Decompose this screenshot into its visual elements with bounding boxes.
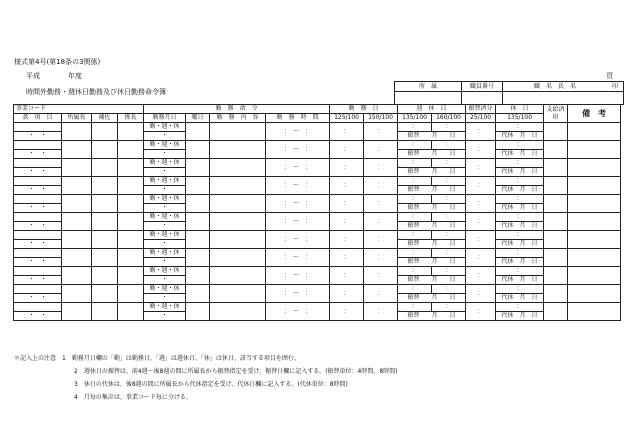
dept-head-seal-cell[interactable] (62, 267, 92, 285)
transfer-date-cell[interactable]: 振替 月 日 (398, 168, 466, 177)
hours-125-cell[interactable]: ： (330, 195, 364, 213)
info-seal-header: 印 (607, 82, 624, 92)
work-type-mark[interactable]: 勤・週・休 (144, 213, 186, 222)
budget-cell-bottom[interactable]: ・ ・ (14, 150, 62, 159)
weekday-cell[interactable] (186, 195, 210, 213)
note-4: 4 月毎の集計は、事業コード毎に分ける。 (74, 394, 192, 401)
hours-160-cell[interactable]: ： (432, 123, 466, 132)
table-row (14, 285, 621, 294)
budget-cell-top[interactable] (14, 285, 62, 294)
work-content-cell[interactable] (210, 213, 266, 231)
hours-125-cell[interactable]: ： (330, 177, 364, 195)
work-order-table (13, 104, 621, 321)
remarks-cell[interactable] (568, 303, 621, 321)
info-department-cell[interactable] (395, 92, 462, 105)
weekday-cell[interactable] (186, 159, 210, 177)
remarks-cell[interactable] (568, 267, 621, 285)
hours-135a-cell[interactable]: ： (398, 285, 432, 294)
work-date-cell[interactable]: ・ (144, 186, 186, 195)
budget-cell-bottom[interactable]: ・ ・ (14, 276, 62, 285)
dept-head-seal-cell[interactable] (62, 195, 92, 213)
hours-125-cell[interactable]: ： (330, 267, 364, 285)
hours-135b-cell[interactable]: ： (496, 159, 544, 168)
col-weekday: 曜日 (186, 114, 210, 123)
paid-seal-cell[interactable] (544, 141, 568, 159)
work-content-cell[interactable] (210, 177, 266, 195)
dept-head-seal-cell[interactable] (62, 177, 92, 195)
hours-135b-cell[interactable]: ： (496, 123, 544, 132)
work-date-cell[interactable]: ・ (144, 168, 186, 177)
work-type-mark[interactable]: 勤・週・休 (144, 123, 186, 132)
paid-seal-cell[interactable] (544, 159, 568, 177)
dept-head-seal-cell[interactable] (62, 285, 92, 303)
page-label: 頁 (606, 72, 613, 80)
assistant-seal-cell[interactable] (92, 213, 118, 231)
weekday-cell[interactable] (186, 177, 210, 195)
chief-seal-cell[interactable] (118, 285, 144, 303)
info-employee-number-cell[interactable] (462, 92, 503, 105)
note-1: ＊記入上の注意 1 勤務月日欄の「勤」は勤務日、「週」は週休日、「休」は休日、該当する項目を囲む。 (14, 355, 300, 362)
transfer-date-cell[interactable]: 振替 月 日 (398, 258, 466, 267)
budget-cell-top[interactable] (14, 141, 62, 150)
hours-125-cell[interactable]: ： (330, 141, 364, 159)
work-time-cell[interactable]: ： ～ ： (266, 249, 330, 267)
substituted-header: 振替済分 (466, 105, 496, 114)
budget-cell-bottom[interactable]: ・ ・ (14, 240, 62, 249)
paid-seal-cell[interactable] (544, 231, 568, 249)
transfer-date-cell[interactable]: 振替 月 日 (398, 240, 466, 249)
register-title: 時間外勤務・週休日勤務及び休日勤務命令簿 (26, 88, 166, 96)
hours-135a-cell[interactable]: ： (398, 267, 432, 276)
dept-head-seal-cell[interactable] (62, 231, 92, 249)
work-date-cell[interactable]: ・ (144, 276, 186, 285)
budget-cell-bottom[interactable]: ・ ・ (14, 168, 62, 177)
chief-seal-cell[interactable] (118, 195, 144, 213)
work-time-cell[interactable]: ： ～ ： (266, 303, 330, 321)
work-content-cell[interactable] (210, 303, 266, 321)
budget-cell-bottom[interactable]: ・ ・ (14, 132, 62, 141)
col-rate-25: 25/100 (466, 114, 496, 123)
hours-150-cell[interactable]: ： (364, 213, 398, 231)
hours-135b-cell[interactable]: ： (496, 267, 544, 276)
work-content-cell[interactable] (210, 195, 266, 213)
work-time-cell[interactable]: ： ～ ： (266, 213, 330, 231)
info-department-header: 所 属 (395, 82, 462, 92)
hours-25-cell[interactable]: ： (466, 123, 496, 141)
remarks-cell[interactable] (568, 177, 621, 195)
chief-seal-cell[interactable] (118, 213, 144, 231)
hours-160-cell[interactable]: ： (432, 303, 466, 312)
hours-135b-cell[interactable]: ： (496, 249, 544, 258)
budget-cell-bottom[interactable]: ・ ・ (14, 294, 62, 303)
hours-25-cell[interactable]: ： (466, 159, 496, 177)
budget-cell-bottom[interactable]: ・ ・ (14, 222, 62, 231)
info-title-name-cell[interactable] (503, 92, 624, 105)
work-time-cell[interactable]: ： ～ ： (266, 123, 330, 141)
hours-135b-cell[interactable]: ： (496, 195, 544, 204)
hours-135b-cell[interactable]: ： (496, 213, 544, 222)
hours-135a-cell[interactable]: ： (398, 177, 432, 186)
col-rate-125: 125/100 (330, 114, 364, 123)
work-content-cell[interactable] (210, 285, 266, 303)
work-type-mark[interactable]: 勤・週・休 (144, 159, 186, 168)
hours-125-cell[interactable]: ： (330, 303, 364, 321)
hours-160-cell[interactable]: ： (432, 267, 466, 276)
substitute-day-cell[interactable]: 代休 月 日 (496, 276, 544, 285)
remarks-cell[interactable] (568, 213, 621, 231)
budget-cell-bottom[interactable]: ・ ・ (14, 258, 62, 267)
col-work-time: 勤 務 時 間 (266, 114, 330, 123)
col-assistant: 補佐 (92, 114, 118, 123)
table-row (14, 123, 621, 132)
assistant-seal-cell[interactable] (92, 303, 118, 321)
work-order-rows (14, 123, 621, 321)
weekday-cell[interactable] (186, 249, 210, 267)
hours-160-cell[interactable]: ： (432, 141, 466, 150)
work-time-cell[interactable]: ： ～ ： (266, 141, 330, 159)
chief-seal-cell[interactable] (118, 303, 144, 321)
assistant-seal-cell[interactable] (92, 231, 118, 249)
chief-seal-cell[interactable] (118, 141, 144, 159)
hours-160-cell[interactable]: ： (432, 231, 466, 240)
paid-seal-cell[interactable] (544, 123, 568, 141)
work-date-cell[interactable]: ・ (144, 240, 186, 249)
budget-cell-top[interactable] (14, 177, 62, 186)
assistant-seal-cell[interactable] (92, 177, 118, 195)
hours-125-cell[interactable]: ： (330, 159, 364, 177)
work-content-cell[interactable] (210, 159, 266, 177)
work-date-cell[interactable]: ・ (144, 222, 186, 231)
transfer-date-cell[interactable]: 振替 月 日 (398, 186, 466, 195)
budget-cell-top[interactable] (14, 231, 62, 240)
remarks-cell[interactable] (568, 285, 621, 303)
work-type-mark[interactable]: 勤・週・休 (144, 195, 186, 204)
hours-135a-cell[interactable]: ： (398, 249, 432, 258)
table-row (14, 177, 621, 186)
hours-150-cell[interactable]: ： (364, 285, 398, 303)
weekday-cell[interactable] (186, 141, 210, 159)
budget-cell-bottom[interactable]: ・ ・ (14, 312, 62, 321)
budget-cell-top[interactable] (14, 303, 62, 312)
weekday-cell[interactable] (186, 231, 210, 249)
work-type-mark[interactable]: 勤・週・休 (144, 267, 186, 276)
transfer-date-cell[interactable]: 振替 月 日 (398, 222, 466, 231)
holiday-header: 休 日 (496, 105, 544, 114)
work-type-mark[interactable]: 勤・週・休 (144, 177, 186, 186)
form-number: 様式第4号(第18条の3関係) (14, 58, 101, 66)
hours-160-cell[interactable]: ： (432, 195, 466, 204)
chief-seal-cell[interactable] (118, 249, 144, 267)
hours-160-cell[interactable]: ： (432, 213, 466, 222)
hours-135a-cell[interactable]: ： (398, 231, 432, 240)
employee-info-table (394, 81, 624, 105)
hours-160-cell[interactable]: ： (432, 177, 466, 186)
work-command-header: 勤 務 命 令 (144, 105, 330, 114)
table-row (14, 141, 621, 150)
hours-125-cell[interactable]: ： (330, 213, 364, 231)
work-content-cell[interactable] (210, 249, 266, 267)
dept-head-seal-cell[interactable] (62, 123, 92, 141)
work-date-cell[interactable]: ・ (144, 258, 186, 267)
assistant-seal-cell[interactable] (92, 141, 118, 159)
hours-125-cell[interactable]: ： (330, 285, 364, 303)
transfer-date-cell[interactable]: 振替 月 日 (398, 312, 466, 321)
paid-seal-cell[interactable] (544, 285, 568, 303)
transfer-date-cell[interactable]: 振替 月 日 (398, 204, 466, 213)
weekday-cell[interactable] (186, 285, 210, 303)
work-content-cell[interactable] (210, 141, 266, 159)
budget-cell-bottom[interactable]: ・ ・ (14, 204, 62, 213)
hours-25-cell[interactable]: ： (466, 285, 496, 303)
weekday-cell[interactable] (186, 303, 210, 321)
hours-150-cell[interactable]: ： (364, 159, 398, 177)
budget-cell-top[interactable] (14, 123, 62, 132)
hours-135a-cell[interactable]: ： (398, 123, 432, 132)
col-chief: 係長 (118, 114, 144, 123)
hours-160-cell[interactable]: ： (432, 159, 466, 168)
substitute-day-cell[interactable]: 代休 月 日 (496, 312, 544, 321)
work-type-mark[interactable]: 勤・週・休 (144, 285, 186, 294)
transfer-date-cell[interactable]: 振替 月 日 (398, 150, 466, 159)
note-3: 3 休日の代休は、後8週の間に所属長から代休指定を受け、代休日欄に記入する。(代休単位：8時間) (74, 381, 348, 388)
substitute-day-cell[interactable]: 代休 月 日 (496, 294, 544, 303)
year-label: 年度 (68, 72, 82, 80)
budget-cell-top[interactable] (14, 213, 62, 222)
col-rate-150: 150/100 (364, 114, 398, 123)
assistant-seal-cell[interactable] (92, 249, 118, 267)
table-row (14, 231, 621, 240)
era-label: 平成 (26, 72, 40, 80)
paid-seal-cell[interactable] (544, 303, 568, 321)
substitute-day-cell[interactable]: 代休 月 日 (496, 204, 544, 213)
business-code-header: 事業コード (14, 105, 144, 114)
hours-25-cell[interactable]: ： (466, 195, 496, 213)
hours-160-cell[interactable]: ： (432, 285, 466, 294)
hours-135a-cell[interactable]: ： (398, 195, 432, 204)
transfer-date-cell[interactable]: 振替 月 日 (398, 132, 466, 141)
hours-135a-cell[interactable]: ： (398, 213, 432, 222)
hours-150-cell[interactable]: ： (364, 249, 398, 267)
info-title-name-header: 職 名 氏 名 (503, 82, 608, 92)
work-content-cell[interactable] (210, 267, 266, 285)
substitute-day-cell[interactable]: 代休 月 日 (496, 132, 544, 141)
hours-25-cell[interactable]: ： (466, 213, 496, 231)
weekday-cell[interactable] (186, 123, 210, 141)
chief-seal-cell[interactable] (118, 123, 144, 141)
hours-135b-cell[interactable]: ： (496, 177, 544, 186)
col-work-content: 勤 務 内 容 (210, 114, 266, 123)
hours-25-cell[interactable]: ： (466, 249, 496, 267)
hours-150-cell[interactable]: ： (364, 267, 398, 285)
budget-cell-bottom[interactable]: ・ ・ (14, 186, 62, 195)
remarks-cell[interactable] (568, 195, 621, 213)
remarks-cell[interactable] (568, 249, 621, 267)
hours-135a-cell[interactable]: ： (398, 159, 432, 168)
work-date-cell[interactable]: ・ (144, 132, 186, 141)
table-row (14, 249, 621, 258)
work-time-cell[interactable]: ： ～ ： (266, 195, 330, 213)
assistant-seal-cell[interactable] (92, 285, 118, 303)
work-date-cell[interactable]: ・ (144, 204, 186, 213)
hours-125-cell[interactable]: ： (330, 123, 364, 141)
col-budget-item: 款 項 目 (14, 114, 62, 123)
hours-150-cell[interactable]: ： (364, 123, 398, 141)
hours-135b-cell[interactable]: ： (496, 303, 544, 312)
hours-160-cell[interactable]: ： (432, 249, 466, 258)
weekday-cell[interactable] (186, 213, 210, 231)
hours-150-cell[interactable]: ： (364, 141, 398, 159)
dept-head-seal-cell[interactable] (62, 213, 92, 231)
work-type-mark[interactable]: 勤・週・休 (144, 303, 186, 312)
work-type-mark[interactable]: 勤・週・休 (144, 249, 186, 258)
chief-seal-cell[interactable] (118, 267, 144, 285)
hours-150-cell[interactable]: ： (364, 195, 398, 213)
hours-150-cell[interactable]: ： (364, 303, 398, 321)
work-date-cell[interactable]: ・ (144, 150, 186, 159)
work-time-cell[interactable]: ： ～ ： (266, 159, 330, 177)
substitute-day-cell[interactable]: 代休 月 日 (496, 258, 544, 267)
hours-25-cell[interactable]: ： (466, 303, 496, 321)
hours-150-cell[interactable]: ： (364, 231, 398, 249)
remarks-cell[interactable] (568, 159, 621, 177)
col-dept-head: 所属長 (62, 114, 92, 123)
substitute-day-cell[interactable]: 代休 月 日 (496, 240, 544, 249)
work-type-mark[interactable]: 勤・週・休 (144, 141, 186, 150)
substitute-day-cell[interactable]: 代休 月 日 (496, 186, 544, 195)
assistant-seal-cell[interactable] (92, 195, 118, 213)
hours-25-cell[interactable]: ： (466, 177, 496, 195)
weekly-rest-header: 週 休 日 (398, 105, 466, 114)
hours-135b-cell[interactable]: ： (496, 141, 544, 150)
budget-cell-top[interactable] (14, 159, 62, 168)
info-employee-number-header: 職員番号 (462, 82, 503, 92)
table-row (14, 303, 621, 312)
remarks-cell[interactable] (568, 141, 621, 159)
dept-head-seal-cell[interactable] (62, 303, 92, 321)
col-rate-135b: 135/100 (496, 114, 544, 123)
table-row (14, 159, 621, 168)
weekday-cell[interactable] (186, 267, 210, 285)
assistant-seal-cell[interactable] (92, 123, 118, 141)
transfer-date-cell[interactable]: 振替 月 日 (398, 276, 466, 285)
work-time-cell[interactable]: ： ～ ： (266, 267, 330, 285)
assistant-seal-cell[interactable] (92, 267, 118, 285)
substitute-day-cell[interactable]: 代休 月 日 (496, 168, 544, 177)
table-row (14, 267, 621, 276)
hours-25-cell[interactable]: ： (466, 267, 496, 285)
note-2: 2 週休日の振替は、前4週～後8週の間に所属長から振替指定を受け、振替日欄に記入する。(振替単位：4時間、8時間) (74, 368, 398, 375)
hours-25-cell[interactable]: ： (466, 141, 496, 159)
remarks-cell[interactable] (568, 231, 621, 249)
hours-150-cell[interactable]: ： (364, 177, 398, 195)
work-time-cell[interactable]: ： ～ ： (266, 285, 330, 303)
col-rate-135a: 135/100 (398, 114, 432, 123)
table-row (14, 213, 621, 222)
dept-head-seal-cell[interactable] (62, 249, 92, 267)
col-work-date: 勤務月日 (144, 114, 186, 123)
remarks-cell[interactable] (568, 123, 621, 141)
col-rate-160: 160/100 (432, 114, 466, 123)
substitute-day-cell[interactable]: 代休 月 日 (496, 222, 544, 231)
transfer-date-cell[interactable]: 振替 月 日 (398, 294, 466, 303)
paid-seal-header: 支給済印 (544, 105, 568, 123)
work-type-mark[interactable]: 勤・週・休 (144, 231, 186, 240)
budget-cell-top[interactable] (14, 195, 62, 204)
budget-cell-top[interactable] (14, 267, 62, 276)
assistant-seal-cell[interactable] (92, 159, 118, 177)
work-time-cell[interactable]: ： ～ ： (266, 177, 330, 195)
chief-seal-cell[interactable] (118, 231, 144, 249)
work-date-cell[interactable]: ・ (144, 294, 186, 303)
chief-seal-cell[interactable] (118, 159, 144, 177)
budget-cell-top[interactable] (14, 249, 62, 258)
hours-135a-cell[interactable]: ： (398, 303, 432, 312)
dept-head-seal-cell[interactable] (62, 141, 92, 159)
chief-seal-cell[interactable] (118, 177, 144, 195)
remarks-header: 備 考 (568, 105, 621, 123)
hours-25-cell[interactable]: ： (466, 231, 496, 249)
paid-seal-cell[interactable] (544, 213, 568, 231)
work-content-cell[interactable] (210, 123, 266, 141)
hours-125-cell[interactable]: ： (330, 231, 364, 249)
table-row (14, 195, 621, 204)
work-content-cell[interactable] (210, 231, 266, 249)
hours-135b-cell[interactable]: ： (496, 285, 544, 294)
work-time-cell[interactable]: ： ～ ： (266, 231, 330, 249)
hours-135a-cell[interactable]: ： (398, 141, 432, 150)
hours-125-cell[interactable]: ： (330, 249, 364, 267)
hours-135b-cell[interactable]: ： (496, 231, 544, 240)
work-date-cell[interactable]: ・ (144, 312, 186, 321)
paid-seal-cell[interactable] (544, 177, 568, 195)
work-day-header: 勤 務 日 (330, 105, 398, 114)
paid-seal-cell[interactable] (544, 267, 568, 285)
paid-seal-cell[interactable] (544, 249, 568, 267)
paid-seal-cell[interactable] (544, 195, 568, 213)
substitute-day-cell[interactable]: 代休 月 日 (496, 150, 544, 159)
dept-head-seal-cell[interactable] (62, 159, 92, 177)
